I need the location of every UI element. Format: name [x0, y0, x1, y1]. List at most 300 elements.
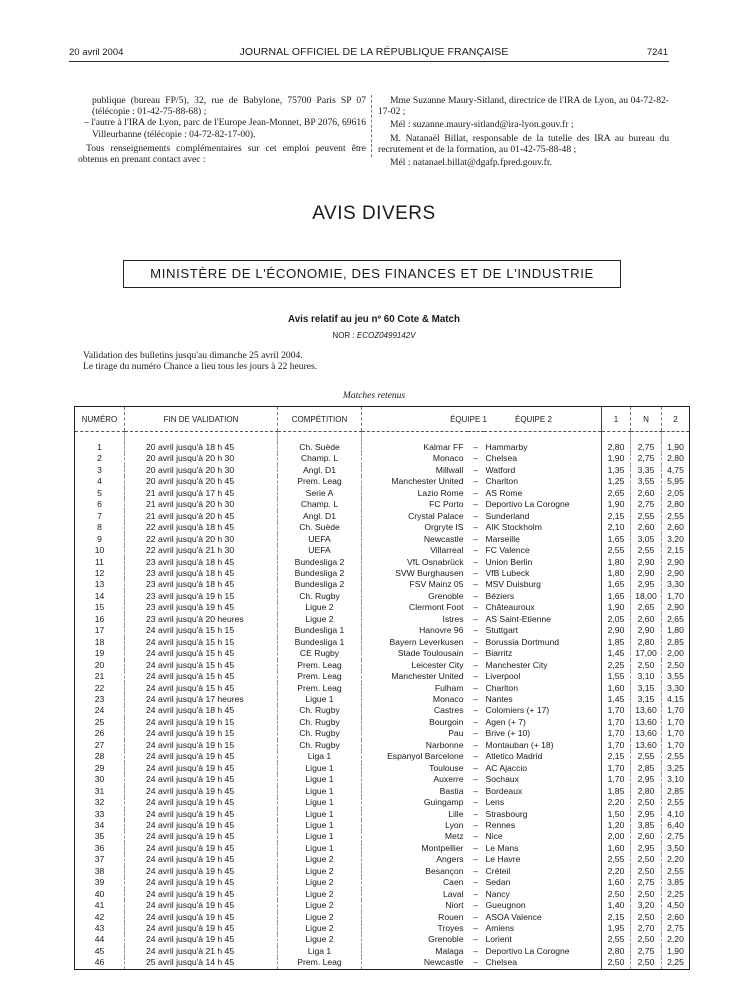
contact-intro: Tous renseignements complémentaires sur cet emploi peuvent être obtenus en prenant contact avec : — [78, 142, 366, 166]
contact-bureau-email[interactable]: Mél : natanael.billat@dgafp.fpred.gouv.fr. — [390, 157, 552, 169]
match-number: 21 — [94, 671, 105, 682]
team-1: Stade Toulousain — [362, 648, 468, 659]
odd-home: 2,55 — [602, 854, 631, 865]
odd-home: 2,65 — [602, 488, 631, 499]
validation-deadline: 24 avril jusqu'à 17 heures — [125, 694, 278, 705]
col-header-teams — [362, 407, 602, 432]
odd-home: 1,25 — [602, 476, 631, 487]
odd-draw: 2,80 — [631, 637, 662, 648]
nor-code: ECOZ0499142V — [356, 331, 416, 340]
odd-draw: 2,50 — [631, 660, 662, 671]
team-2: Lorient — [485, 934, 512, 945]
odd-draw: 2,60 — [631, 522, 662, 533]
competition: Ligue 2 — [278, 866, 362, 877]
validation-deadline: 24 avril jusqu'à 19 h 45 — [125, 912, 278, 923]
competition: Bundesliga 2 — [278, 568, 362, 579]
team-2: Rennes — [485, 819, 516, 830]
validation-deadline: 24 avril jusqu'à 15 h 15 — [125, 625, 278, 636]
team-1: Lyon — [362, 820, 468, 831]
competition: Ligue 2 — [278, 912, 362, 923]
col-header-equipe2: ÉQUIPE 2 — [515, 414, 552, 424]
odd-home: 1,90 — [602, 499, 631, 510]
odd-home: 2,15 — [602, 751, 631, 762]
odd-draw: 2,75 — [631, 453, 662, 464]
competition: Ch. Rugby — [278, 740, 362, 751]
odd-draw: 3,05 — [631, 534, 662, 545]
team-1: SVW Burghausen — [362, 568, 468, 579]
odd-draw: 2,80 — [631, 786, 662, 797]
table-row — [75, 625, 690, 636]
odd-home: 2,80 — [602, 442, 631, 453]
versus-separator: – — [473, 785, 478, 796]
versus-separator: – — [473, 464, 478, 475]
odd-draw: 13,60 — [631, 717, 662, 728]
team-2: Le Mans — [485, 842, 519, 853]
journal-title: JOURNAL OFFICIEL DE LA RÉPUBLIQUE FRANÇAISE — [239, 46, 509, 58]
team-1: Istres — [362, 614, 468, 625]
team-1: Hanovre 96 — [362, 625, 468, 636]
odd-home: 2,05 — [602, 614, 631, 625]
versus-separator: – — [473, 659, 478, 670]
col-header-fin-validation: FIN DE VALIDATION — [125, 407, 278, 432]
team-1: FSV Mainz 05 — [362, 579, 468, 590]
contact-director-email[interactable]: Mél : suzanne.maury-sitland@ira-lyon.gouv.fr ; — [390, 119, 574, 131]
odd-home: 1,90 — [602, 602, 631, 613]
match-number: 46 — [94, 957, 105, 968]
odd-away: 3,55 — [662, 671, 690, 682]
match-number: 33 — [94, 808, 105, 819]
versus-separator: – — [473, 831, 478, 842]
validation-deadline: 24 avril jusqu'à 19 h 45 — [125, 934, 278, 945]
col-header-equipe1: ÉQUIPE 1 — [450, 414, 487, 424]
versus-separator: – — [473, 808, 478, 819]
team-2: Marseille — [485, 533, 520, 544]
match-number: 2 — [97, 453, 102, 464]
odd-away: 2,85 — [662, 786, 690, 797]
draw-line: Le tirage du numéro Chance a lieu tous les jours à 22 heures. — [83, 361, 318, 372]
match-number: 5 — [97, 487, 102, 498]
table-row — [75, 671, 690, 682]
team-2: Sunderland — [485, 510, 530, 521]
team-1: Malaga — [362, 946, 468, 957]
validation-deadline: 23 avril jusqu'à 18 h 45 — [125, 557, 278, 568]
match-number: 24 — [94, 705, 105, 716]
column-divider — [371, 95, 372, 157]
match-number: 14 — [94, 590, 105, 601]
validation-deadline: 24 avril jusqu'à 15 h 45 — [125, 648, 278, 659]
competition: Ligue 2 — [278, 923, 362, 934]
odd-draw: 2,60 — [631, 831, 662, 842]
competition: Ligue 1 — [278, 843, 362, 854]
team-1: Kalmar FF — [362, 442, 468, 453]
versus-separator: – — [473, 900, 478, 911]
team-2: Borussia Dortmund — [485, 636, 560, 647]
team-2: Bordeaux — [485, 785, 523, 796]
odd-home: 2,90 — [602, 625, 631, 636]
team-2: Nancy — [485, 888, 510, 899]
odd-home: 1,70 — [602, 763, 631, 774]
team-2: Union Berlin — [485, 556, 533, 567]
team-1: Lille — [362, 809, 468, 820]
odd-away: 2,25 — [662, 889, 690, 900]
versus-separator: – — [473, 923, 478, 934]
team-1: Grenoble — [362, 591, 468, 602]
col-header-odd-n: N — [631, 407, 662, 432]
match-number: 22 — [94, 682, 105, 693]
versus-separator: – — [473, 510, 478, 521]
table-row — [75, 591, 690, 602]
table-row — [75, 648, 690, 659]
odd-away: 4,75 — [662, 465, 690, 476]
odd-home: 1,45 — [602, 648, 631, 659]
competition: Ligue 1 — [278, 797, 362, 808]
validation-deadline: 25 avril jusqu'à 14 h 45 — [125, 957, 278, 969]
match-number: 36 — [94, 842, 105, 853]
table-row — [75, 946, 690, 957]
competition: Ligue 2 — [278, 900, 362, 911]
team-1: Monaco — [362, 453, 468, 464]
match-number: 8 — [97, 522, 102, 533]
versus-separator: – — [473, 751, 478, 762]
team-1: Newcastle — [362, 534, 468, 545]
table-spacer-row — [75, 432, 690, 443]
odd-draw: 13,60 — [631, 705, 662, 716]
odd-draw: 3,15 — [631, 683, 662, 694]
team-2: ASOA Valence — [485, 911, 542, 922]
match-number: 17 — [94, 625, 105, 636]
odd-home: 2,25 — [602, 660, 631, 671]
odd-away: 1,70 — [662, 740, 690, 751]
match-number: 44 — [94, 934, 105, 945]
versus-separator: – — [473, 705, 478, 716]
match-number: 31 — [94, 785, 105, 796]
match-number: 18 — [94, 636, 105, 647]
table-row — [75, 751, 690, 762]
odd-away: 2,55 — [662, 866, 690, 877]
odd-away: 2,20 — [662, 854, 690, 865]
table-row — [75, 568, 690, 579]
team-2: AIK Stockholm — [485, 522, 542, 533]
table-row — [75, 912, 690, 923]
right-column — [378, 95, 669, 168]
section-title: AVIS DIVERS — [312, 203, 436, 224]
competition: Ligue 1 — [278, 763, 362, 774]
versus-separator: – — [473, 442, 478, 452]
match-number: 41 — [94, 900, 105, 911]
versus-separator: – — [473, 671, 478, 682]
odd-draw: 2,65 — [631, 602, 662, 613]
versus-separator: – — [473, 957, 478, 968]
odd-away: 2,55 — [662, 751, 690, 762]
col-header-odd-2: 2 — [662, 407, 690, 432]
table-row — [75, 465, 690, 476]
versus-separator: – — [473, 865, 478, 876]
competition: Champ. L — [278, 499, 362, 510]
address-paris: publique (bureau FP/5), 32, rue de Babylone, 75700 Paris SP 07 (télécopie : 01-42-75-88-68) ; — [92, 95, 366, 118]
match-number: 32 — [94, 797, 105, 808]
versus-separator: – — [473, 533, 478, 544]
match-number: 19 — [94, 648, 105, 659]
match-number: 35 — [94, 831, 105, 842]
validation-deadline: 24 avril jusqu'à 19 h 45 — [125, 900, 278, 911]
versus-separator: – — [473, 625, 478, 636]
team-2: Amiens — [485, 923, 515, 934]
odd-away: 3,30 — [662, 579, 690, 590]
odd-home: 1,50 — [602, 809, 631, 820]
team-2: Charlton — [485, 682, 518, 693]
match-number: 13 — [94, 579, 105, 590]
validation-deadline: 24 avril jusqu'à 15 h 45 — [125, 660, 278, 671]
team-1: Fulham — [362, 683, 468, 694]
team-1: Bourgoin — [362, 717, 468, 728]
table-row — [75, 877, 690, 888]
odd-away: 3,85 — [662, 877, 690, 888]
competition: Bundesliga 2 — [278, 579, 362, 590]
odd-away: 2,90 — [662, 568, 690, 579]
table-row — [75, 900, 690, 911]
versus-separator: – — [473, 648, 478, 659]
table-row — [75, 717, 690, 728]
odd-home: 2,80 — [602, 946, 631, 957]
odd-home: 1,70 — [602, 740, 631, 751]
odd-away: 2,60 — [662, 912, 690, 923]
odd-draw: 2,50 — [631, 934, 662, 945]
table-row — [75, 522, 690, 533]
odd-away: 2,55 — [662, 511, 690, 522]
odd-home: 1,70 — [602, 705, 631, 716]
team-1: FC Porto — [362, 499, 468, 510]
odd-away: 2,90 — [662, 557, 690, 568]
odd-away: 2,75 — [662, 923, 690, 934]
versus-separator: – — [473, 636, 478, 647]
odd-home: 1,40 — [602, 900, 631, 911]
match-number: 28 — [94, 751, 105, 762]
match-number: 6 — [97, 499, 102, 510]
match-number: 20 — [94, 659, 105, 670]
team-1: Monaco — [362, 694, 468, 705]
odd-away: 2,05 — [662, 488, 690, 499]
odd-home: 1,45 — [602, 694, 631, 705]
competition: Ch. Rugby — [278, 705, 362, 716]
odd-away: 1,70 — [662, 728, 690, 739]
team-1: Manchester United — [362, 671, 468, 682]
team-1: Besançon — [362, 866, 468, 877]
table-row — [75, 934, 690, 945]
team-1: Lazio Rome — [362, 488, 468, 499]
team-1: VfL Osnabrück — [362, 557, 468, 568]
odd-home: 1,70 — [602, 728, 631, 739]
odd-home: 1,95 — [602, 923, 631, 934]
odd-away: 2,65 — [662, 614, 690, 625]
competition: Serie A — [278, 488, 362, 499]
validation-deadline: 21 avril jusqu'à 17 h 45 — [125, 488, 278, 499]
odd-home: 2,50 — [602, 889, 631, 900]
match-number: 26 — [94, 728, 105, 739]
team-2: MSV Duisburg — [485, 579, 541, 590]
validation-deadline: 24 avril jusqu'à 15 h 15 — [125, 637, 278, 648]
odd-away: 2,55 — [662, 797, 690, 808]
match-number: 7 — [97, 510, 102, 521]
match-number: 45 — [94, 945, 105, 956]
odd-away: 2,50 — [662, 660, 690, 671]
competition: Prem. Leag — [278, 660, 362, 671]
validation-deadline: 24 avril jusqu'à 19 h 45 — [125, 831, 278, 842]
match-number: 4 — [97, 476, 102, 487]
odd-away: 1,90 — [662, 442, 690, 453]
table-row — [75, 786, 690, 797]
header-date: 20 avril 2004 — [69, 47, 124, 58]
versus-separator: – — [473, 453, 478, 464]
validation-deadline: 24 avril jusqu'à 19 h 15 — [125, 717, 278, 728]
odd-away: 3,25 — [662, 763, 690, 774]
odd-home: 1,85 — [602, 786, 631, 797]
odd-away: 2,15 — [662, 545, 690, 556]
match-number: 16 — [94, 613, 105, 624]
match-number: 12 — [94, 567, 105, 578]
versus-separator: – — [473, 476, 478, 487]
team-1: Toulouse — [362, 763, 468, 774]
validation-deadline: 24 avril jusqu'à 19 h 45 — [125, 854, 278, 865]
odd-draw: 2,50 — [631, 797, 662, 808]
competition: Ligue 2 — [278, 934, 362, 945]
team-1: Castres — [362, 705, 468, 716]
versus-separator: – — [473, 499, 478, 510]
versus-separator: – — [473, 774, 478, 785]
validation-deadline: 24 avril jusqu'à 19 h 45 — [125, 866, 278, 877]
competition: Ligue 2 — [278, 877, 362, 888]
team-1: Auxerre — [362, 774, 468, 785]
versus-separator: – — [473, 487, 478, 498]
table-row — [75, 614, 690, 625]
versus-separator: – — [473, 854, 478, 865]
odd-home: 2,15 — [602, 511, 631, 522]
team-2: Nantes — [485, 693, 513, 704]
validation-deadline: 24 avril jusqu'à 15 h 45 — [125, 683, 278, 694]
versus-separator: – — [473, 945, 478, 956]
odd-draw: 3,15 — [631, 694, 662, 705]
odd-draw: 2,60 — [631, 488, 662, 499]
validation-deadline: 20 avril jusqu'à 18 h 45 — [125, 442, 278, 453]
odd-draw: 2,95 — [631, 843, 662, 854]
table-row — [75, 843, 690, 854]
match-number: 9 — [97, 533, 102, 544]
team-1: Guingamp — [362, 797, 468, 808]
odd-home: 1,60 — [602, 683, 631, 694]
match-number: 23 — [94, 693, 105, 704]
odd-home: 1,65 — [602, 534, 631, 545]
versus-separator: – — [473, 716, 478, 727]
validation-deadline: 23 avril jusqu'à 18 h 45 — [125, 568, 278, 579]
team-2: Montauban (+ 18) — [485, 739, 554, 750]
validation-deadline: 24 avril jusqu'à 21 h 45 — [125, 946, 278, 957]
competition: Ch. Suède — [278, 442, 362, 453]
team-2: AC Ajaccio — [485, 762, 528, 773]
versus-separator: – — [473, 579, 478, 590]
table-row — [75, 809, 690, 820]
match-number: 30 — [94, 774, 105, 785]
table-row — [75, 957, 690, 969]
match-number: 38 — [94, 865, 105, 876]
versus-separator: – — [473, 602, 478, 613]
table-row — [75, 820, 690, 831]
versus-separator: – — [473, 590, 478, 601]
odd-away: 4,15 — [662, 694, 690, 705]
odd-away: 2,60 — [662, 522, 690, 533]
odd-home: 1,35 — [602, 465, 631, 476]
team-2: Chelsea — [485, 957, 518, 968]
page-number: 7241 — [646, 47, 668, 58]
odd-draw: 2,50 — [631, 912, 662, 923]
nor-label: NOR : — [332, 331, 357, 340]
odd-draw: 17,00 — [631, 648, 662, 659]
team-2: Colomiers (+ 17) — [485, 705, 550, 716]
competition: CE Rugby — [278, 648, 362, 659]
address-lyon: – l'autre à l'IRA de Lyon, parc de l'Europe Jean-Monnet, BP 2076, 69616 Villeurbanne (télécopie : 04-72-82-17-00). — [84, 117, 366, 140]
odd-away: 2,80 — [662, 453, 690, 464]
ministry-name: MINISTÈRE DE L'ÉCONOMIE, DES FINANCES ET DE L'INDUSTRIE — [150, 266, 594, 281]
ministry-box — [123, 260, 621, 288]
validation-deadline: 23 avril jusqu'à 20 heures — [125, 614, 278, 625]
odd-draw: 2,75 — [631, 877, 662, 888]
table-row — [75, 774, 690, 785]
team-1: Niort — [362, 900, 468, 911]
odd-draw: 3,85 — [631, 820, 662, 831]
table-row — [75, 797, 690, 808]
odd-away: 2,25 — [662, 957, 690, 969]
competition: Ligue 2 — [278, 854, 362, 865]
competition: Angl. D1 — [278, 511, 362, 522]
odd-draw: 2,90 — [631, 568, 662, 579]
odd-home: 1,65 — [602, 591, 631, 602]
left-column — [78, 95, 366, 165]
table-body — [75, 432, 690, 970]
team-1: Pau — [362, 728, 468, 739]
odd-draw: 2,75 — [631, 442, 662, 453]
team-2: Nice — [485, 831, 503, 842]
versus-separator: – — [473, 728, 478, 739]
odd-draw: 2,90 — [631, 557, 662, 568]
validation-deadline: 23 avril jusqu'à 19 h 15 — [125, 591, 278, 602]
competition: Ligue 2 — [278, 889, 362, 900]
team-2: Chelsea — [485, 453, 518, 464]
team-2: Liverpool — [485, 671, 521, 682]
odd-away: 3,30 — [662, 683, 690, 694]
team-1: Orgryte IS — [362, 522, 468, 533]
versus-separator: – — [473, 877, 478, 888]
table-row — [75, 579, 690, 590]
validation-deadline: 23 avril jusqu'à 19 h 45 — [125, 602, 278, 613]
team-1: Montpellier — [362, 843, 468, 854]
match-number: 40 — [94, 888, 105, 899]
competition: Bundesliga 1 — [278, 637, 362, 648]
competition: Ligue 1 — [278, 694, 362, 705]
match-number: 43 — [94, 923, 105, 934]
odd-home: 1,90 — [602, 453, 631, 464]
validation-deadline: 24 avril jusqu'à 19 h 45 — [125, 843, 278, 854]
table-row — [75, 694, 690, 705]
odd-home: 1,85 — [602, 637, 631, 648]
match-number: 39 — [94, 877, 105, 888]
odd-away: 2,75 — [662, 831, 690, 842]
notice-title: Avis relatif au jeu nº 60 Cote & Match — [288, 314, 460, 325]
table-row — [75, 740, 690, 751]
validation-line: Validation des bulletins jusqu'au dimanche 25 avril 2004. — [83, 350, 303, 361]
odd-away: 2,85 — [662, 637, 690, 648]
table-row — [75, 854, 690, 865]
validation-deadline: 24 avril jusqu'à 19 h 45 — [125, 889, 278, 900]
validation-deadline: 24 avril jusqu'à 19 h 45 — [125, 877, 278, 888]
odd-away: 1,70 — [662, 705, 690, 716]
